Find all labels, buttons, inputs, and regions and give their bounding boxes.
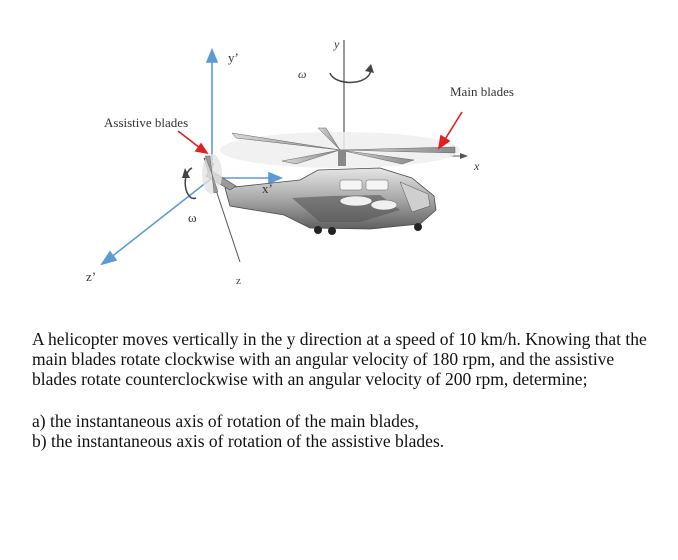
label-z: z (236, 275, 241, 287)
label-assistive-blades: Assistive blades (104, 115, 189, 130)
part-b: b) the instantaneous axis of rotation of the assistive blades. (32, 431, 445, 451)
part-a: a) the instantaneous axis of rotation of the main blades, (32, 411, 419, 431)
label-z-prime: z’ (86, 269, 97, 284)
problem-statement: A helicopter moves vertically in the y direction at a speed of 10 km/h. Knowing that the main blades rotate clockwise with an angular velocity of 180 rpm, and the assistive blades rotate counterclockwise with an angular velocity of 200 rpm, determine; (32, 329, 647, 389)
label-main-blades: Main blades (450, 84, 514, 99)
helicopter-body (204, 158, 436, 235)
label-x-prime: x’ (262, 181, 273, 196)
main-rotation-arrow-icon (330, 64, 374, 82)
label-y-prime: y’ (228, 50, 239, 65)
label-omega-side: ω (188, 210, 197, 225)
label-x: x (474, 159, 480, 173)
label-y: y (334, 37, 340, 51)
tail-rotation-arrow-icon (182, 168, 196, 198)
label-omega-top: ω (298, 67, 307, 81)
rotor-mast (338, 150, 346, 166)
problem-text (32, 329, 652, 451)
